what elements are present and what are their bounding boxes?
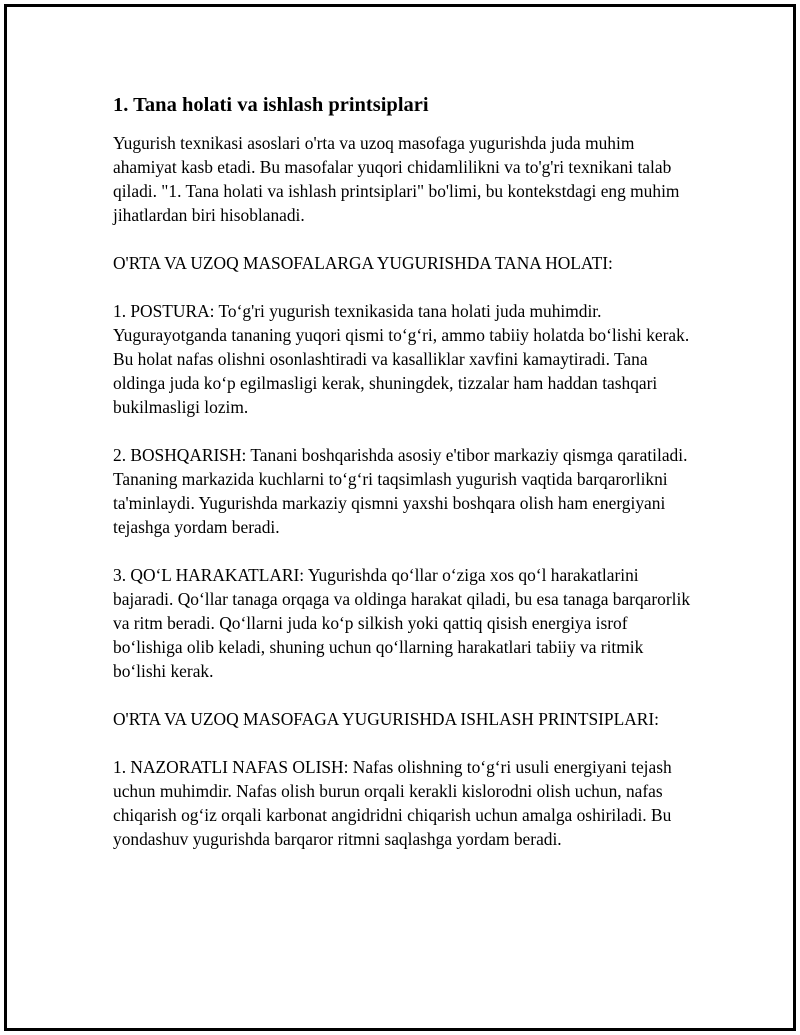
- document-title: 1. Tana holati va ishlash printsiplari: [113, 94, 429, 116]
- document-body: [113, 92, 698, 851]
- paragraph-arm-movements: 3. QO‘L HARAKATLARI: Yugurishda qo‘llar o‘ziga xos qo‘l harakatlarini bajaradi. Qo‘llar tanaga orqaga va oldinga harakat qiladi, bu esa tanaga barqarorlik va ritm beradi. Qo‘llarni juda ko‘p silkish yoki qattiq qisish energiya isrof bo‘lishiga olib keladi, shuning uchun qo‘llarning harakatlari tabiiy va ritmik bo‘lishi kerak.: [113, 565, 691, 681]
- section-heading-body-posture: O'RTA VA UZOQ MASOFALARGA YUGURISHDA TANA HOLATI:: [113, 253, 613, 273]
- paragraph-boshqarish: 2. BOSHQARISH: Tanani boshqarishda asosiy e'tibor markaziy qismga qaratiladi. Tananing markazida kuchlarni to‘g‘ri taqsimlash yugurish vaqtida barqarorlikni ta'minlaydi. Yugurishda markaziy qismni yaxshi boshqara olish ham energiyani tejashga yordam beradi.: [113, 445, 688, 537]
- paragraph-intro: Yugurish texnikasi asoslari o'rta va uzoq masofaga yugurishda juda muhim ahamiyat kasb etadi. Bu masofalar yuqori chidamlilikni va to'g'ri texnikani talab qiladi. "1. Tana holati va ishlash printsiplari" bo'limi, bu kontekstdagi eng muhim jihatlardan biri hisoblanadi.: [113, 133, 680, 225]
- paragraph-controlled-breathing: 1. NAZORATLI NAFAS OLISH: Nafas olishning to‘g‘ri usuli energiyani tejash uchun muhimdir. Nafas olish burun orqali kerakli kislorodni olish uchun, nafas chiqarish og‘iz orqali karbonat angidridni chiqarish uchun amalga oshiriladi. Bu yondashuv yugurishda barqaror ritmni saqlashga yordam beradi.: [113, 757, 672, 849]
- paragraph-postura: 1. POSTURA: To‘g'ri yugurish texnikasida tana holati juda muhimdir. Yugurayotganda tananing yuqori qismi to‘g‘ri, ammo tabiiy holatda bo‘lishi kerak. Bu holat nafas olishni osonlashtiradi va kasalliklar xavfini kamaytiradi. Tana oldinga juda ko‘p egilmasligi kerak, shuningdek, tizzalar ham haddan tashqari bukilmasligi lozim.: [113, 301, 690, 417]
- section-heading-running-principles: O'RTA VA UZOQ MASOFAGA YUGURISHDA ISHLASH PRINTSIPLARI:: [113, 709, 659, 729]
